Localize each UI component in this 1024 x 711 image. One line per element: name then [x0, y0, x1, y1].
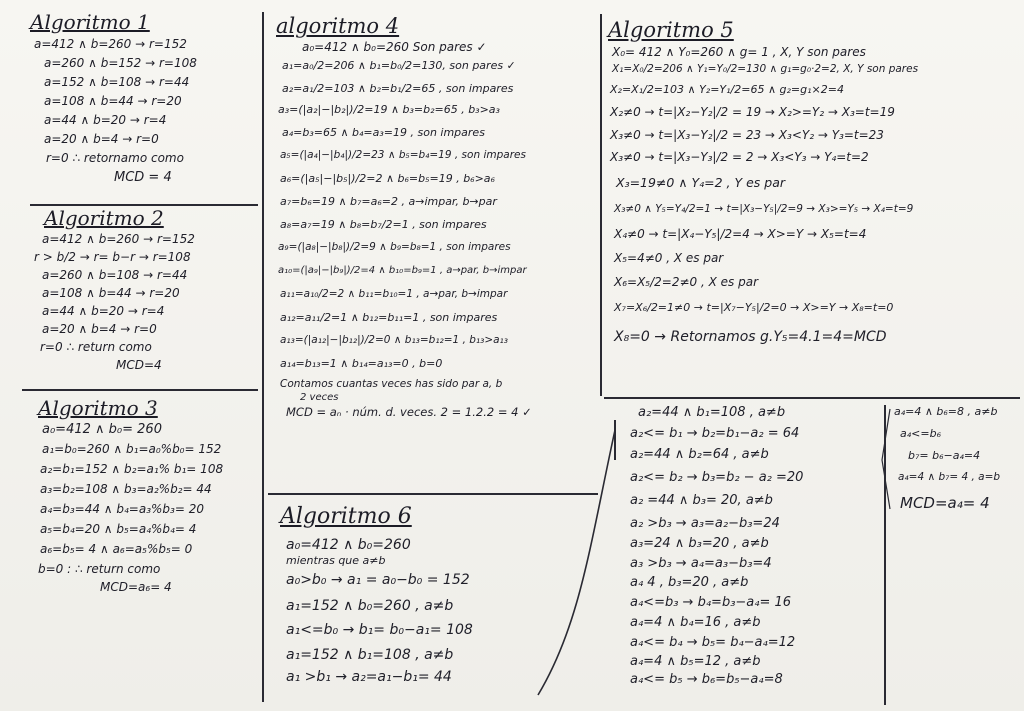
algoritmo-5-title: Algoritmo 5	[608, 18, 734, 42]
algoritmo-1-title: Algoritmo 1	[30, 10, 150, 34]
algoritmo-3-line: a₁=b₀=260 ∧ b₁=a₀%b₀= 152	[42, 442, 222, 456]
algoritmo-6-continuation	[630, 406, 880, 689]
algoritmo-5-line: X₃≠0 → t=|X₃−Y₃|/2 = 2 → X₃<Y₃ → Y₄=t=2	[610, 150, 869, 164]
algoritmo-6-final	[894, 406, 1022, 518]
algoritmo-1-line: a=108 ∧ b=44 → r=20	[44, 94, 182, 108]
algoritmo-3-title: Algoritmo 3	[38, 396, 158, 420]
continuation-line: a₄=4 ∧ b₆=8 , a≠b	[894, 405, 998, 418]
continuation-line: a₄<= b₅ → b₆=b₅−a₄=8	[630, 672, 783, 687]
algoritmo-4-line: a₁₂=a₁₁/2=1 ∧ b₁₂=b₁₁=1 , son impares	[280, 311, 498, 324]
algoritmo-6-line: a₀=412 ∧ b₀=260	[286, 537, 411, 553]
algoritmo-1-line: a=412 ∧ b=260 → r=152	[34, 37, 187, 51]
algoritmo-2-line: a=44 ∧ b=20 → r=4	[42, 304, 165, 318]
algoritmo-4-result: MCD = aₙ · núm. d. veces. 2 = 1.2.2 = 4 ✓	[286, 405, 532, 419]
continuation-line: a₄<=b₃ → b₄=b₃−a₄= 16	[630, 595, 792, 610]
algoritmo-2-title: Algoritmo 2	[44, 206, 164, 230]
algoritmo-1-line: a=20 ∧ b=4 → r=0	[44, 132, 159, 146]
continuation-line: a₄ 4 , b₃=20 , a≠b	[630, 575, 749, 590]
algoritmo-4-line: a₂=a₁/2=103 ∧ b₂=b₁/2=65 , son impares	[282, 82, 514, 95]
algoritmo-4-line: a₃=(|a₂|−|b₂|)/2=19 ∧ b₃=b₂=65 , b₃>a₃	[278, 103, 500, 116]
continuation-line: a₂=44 ∧ b₂=64 , a≠b	[630, 447, 769, 462]
section-divider-4	[604, 397, 1020, 399]
algoritmo-6-line: a₁=152 ∧ b₀=260 , a≠b	[286, 598, 454, 614]
continuation-line: a₂ >b₃ → a₃=a₂−b₃=24	[630, 516, 780, 531]
algoritmo-5-line: X₄≠0 → t=|X₄−Y₅|/2=4 → X>=Y → X₅=t=4	[614, 227, 867, 241]
continuation-line: b₇= b₆−a₄=4	[908, 449, 981, 462]
continuation-arrow-curve	[520, 425, 620, 705]
algoritmo-3-line: a₅=b₄=20 ∧ b₅=a₄%b₄= 4	[40, 522, 197, 536]
algoritmo-5-line: X₇=X₆/2=1≠0 → t=|X₇−Y₅|/2=0 → X>=Y → X₈=t=0	[614, 301, 894, 314]
algoritmo-3-line: b=0 : ∴ return como	[38, 562, 161, 576]
continuation-line: a₄=4 ∧ b₄=16 , a≠b	[630, 615, 761, 630]
continuation-line: a₂=44 ∧ b₁=108 , a≠b	[638, 405, 786, 420]
algoritmo-1-line: r=0 ∴ retornamo como	[46, 151, 184, 165]
algoritmo-4-line: a₁₀=(|a₉|−|b₉|)/2=4 ∧ b₁₀=b₉=1 , a→par, b→impar	[278, 265, 527, 276]
algoritmo-6-line: mientras que a≠b	[286, 554, 386, 567]
algoritmo-5-line: X₀= 412 ∧ Y₀=260 ∧ g= 1 , X, Y son pares	[612, 45, 866, 59]
algoritmo-5	[608, 18, 1020, 352]
algoritmo-4-line: a₆=(|a₅|−|b₅|)/2=2 ∧ b₆=b₅=19 , b₆>a₆	[280, 172, 495, 185]
algoritmo-4-line: a₉=(|a₈|−|b₈|)/2=9 ∧ b₉=b₈=1 , son impares	[278, 241, 511, 253]
algoritmo-3-line: a₆=b₅= 4 ∧ a₆=a₅%b₅= 0	[40, 542, 193, 556]
algoritmo-3-line: a₂=b₁=152 ∧ b₂=a₁% b₁= 108	[40, 462, 224, 476]
algoritmo-1	[30, 10, 260, 189]
algoritmo-4-line: a₈=a₇=19 ∧ b₈=b₇/2=1 , son impares	[280, 218, 487, 231]
algoritmo-5-line: X₃≠0 → t=|X₃−Y₂|/2 = 23 → X₃<Y₂ → Y₃=t=23	[610, 128, 884, 142]
algoritmo-4	[276, 14, 598, 425]
column-divider-left	[262, 12, 264, 702]
algoritmo-4-line: a₅=(|a₄|−|b₄|)/2=23 ∧ b₅=b₄=19 , son impares	[280, 149, 526, 161]
algoritmo-4-line: a₄=b₃=65 ∧ b₄=a₃=19 , son impares	[282, 126, 485, 139]
continuation-line: a₃=24 ∧ b₃=20 , a≠b	[630, 536, 769, 551]
algoritmo-3-line: a₃=b₂=108 ∧ b₃=a₂%b₂= 44	[40, 482, 212, 496]
continuation-line: a₄<=b₆	[900, 427, 941, 440]
algoritmo-2-result: MCD=4	[116, 358, 162, 372]
continuation-line: a₄=4 ∧ b₅=12 , a≠b	[630, 654, 761, 669]
algoritmo-6-title: Algoritmo 6	[280, 504, 412, 529]
continuation-line: a₄=4 ∧ b₇= 4 , a=b	[898, 471, 1001, 483]
algoritmo-2-line: r > b/2 → r= b−r → r=108	[34, 250, 191, 264]
algoritmo-2-line: a=412 ∧ b=260 → r=152	[42, 232, 195, 246]
continuation-line: a₂<= b₂ → b₃=b₂ − a₂ =20	[630, 470, 804, 485]
algoritmo-4-title: algoritmo 4	[276, 14, 400, 38]
algoritmo-4-line: a₁₁=a₁₀/2=2 ∧ b₁₁=b₁₀=1 , a→par, b→impar	[280, 288, 508, 300]
algoritmo-6-line: a₁ >b₁ → a₂=a₁−b₁= 44	[286, 669, 452, 685]
algoritmo-3	[38, 396, 260, 599]
continuation-line: a₄<= b₄ → b₅= b₄−a₄=12	[630, 635, 796, 650]
algoritmo-5-line: X₃≠0 ∧ Y₅=Y₄/2=1 → t=|X₃−Y₅|/2=9 → X₃>=Y₅ → X₄=t=9	[614, 203, 914, 215]
algoritmo-4-line: 2 veces	[300, 392, 339, 403]
algoritmo-3-line: a₄=b₃=44 ∧ b₄=a₃%b₃= 20	[40, 502, 204, 516]
algoritmo-1-line: a=260 ∧ b=152 → r=108	[44, 56, 197, 70]
algoritmo-6-line: a₀>b₀ → a₁ = a₀−b₀ = 152	[286, 572, 470, 588]
algoritmo-3-line: a₀=412 ∧ b₀= 260	[42, 422, 162, 437]
continuation-line: a₂<= b₁ → b₂=b₁−a₂ = 64	[630, 426, 800, 441]
algoritmo-4-line: a₇=b₆=19 ∧ b₇=a₆=2 , a→impar, b→par	[280, 195, 497, 208]
algoritmo-2-line: a=20 ∧ b=4 → r=0	[42, 322, 157, 336]
algoritmo-6-line: a₁<=b₀ → b₁= b₀−a₁= 108	[286, 622, 473, 638]
algoritmo-4-line: a₀=412 ∧ b₀=260 Son pares ✓	[302, 40, 487, 54]
algoritmo-3-result: MCD=a₆= 4	[100, 580, 172, 594]
algoritmo-5-result: X₈=0 → Retornamos g.Y₅=4.1=4=MCD	[614, 329, 887, 345]
section-divider-2	[22, 389, 258, 391]
column-divider-right	[600, 14, 602, 396]
algoritmo-4-line: a₁=a₀/2=206 ∧ b₁=b₀/2=130, son pares ✓	[282, 59, 516, 72]
algoritmo-4-line: Contamos cuantas veces has sido par a, b	[280, 378, 503, 390]
algoritmo-1-line: a=152 ∧ b=108 → r=44	[44, 75, 190, 89]
algoritmo-6-line: a₁=152 ∧ b₁=108 , a≠b	[286, 647, 454, 663]
algoritmo-6	[280, 504, 530, 688]
algoritmo-5-line: X₁=X₀/2=206 ∧ Y₁=Y₀/2=130 ∧ g₁=g₀·2=2, X, Y son pares	[612, 63, 919, 75]
algoritmo-1-result: MCD = 4	[114, 170, 172, 185]
algoritmo-5-line: X₅=4≠0 , X es par	[614, 251, 724, 265]
continuation-result: MCD=a₄= 4	[900, 494, 990, 512]
algoritmo-2	[34, 206, 260, 375]
algoritmo-4-line: a₁₃=(|a₁₂|−|b₁₂|)/2=0 ∧ b₁₃=b₁₂=1 , b₁₃>a₁₃	[280, 334, 508, 346]
algoritmo-5-line: X₃=19≠0 ∧ Y₄=2 , Y es par	[616, 175, 785, 190]
algoritmo-2-line: r=0 ∴ return como	[40, 340, 152, 354]
algoritmo-2-line: a=260 ∧ b=108 → r=44	[42, 268, 188, 282]
algoritmo-5-line: X₂≠0 → t=|X₂−Y₂|/2 = 19 → X₂>=Y₂ → X₃=t=19	[610, 105, 895, 119]
algoritmo-5-line: X₂=X₁/2=103 ∧ Y₂=Y₁/2=65 ∧ g₂=g₁×2=4	[610, 83, 844, 96]
continuation-line: a₂ =44 ∧ b₃= 20, a≠b	[630, 493, 773, 508]
algoritmo-4-line: a₁₄=b₁₃=1 ∧ b₁₄=a₁₃=0 , b=0	[280, 357, 443, 370]
algoritmo-2-line: a=108 ∧ b=44 → r=20	[42, 286, 180, 300]
continuation-line: a₃ >b₃ → a₄=a₃−b₃=4	[630, 556, 772, 571]
algoritmo-1-line: a=44 ∧ b=20 → r=4	[44, 113, 167, 127]
algoritmo-5-line: X₆=X₅/2=2≠0 , X es par	[614, 275, 759, 289]
